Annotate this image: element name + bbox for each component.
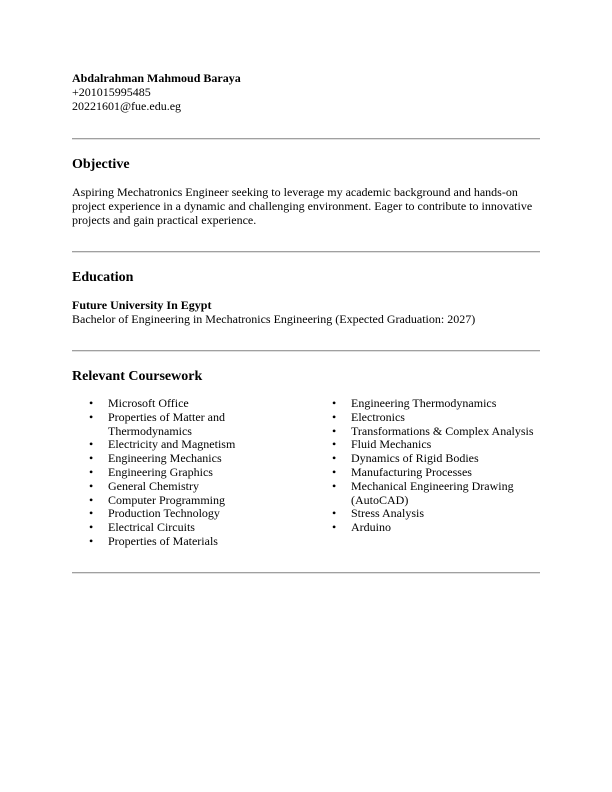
bullet-icon: • <box>89 533 94 548</box>
section-divider <box>72 138 540 140</box>
coursework-label: Electronics <box>351 409 405 424</box>
bullet-icon: • <box>332 506 337 521</box>
coursework-item <box>72 452 297 466</box>
coursework-label: Properties of Matter and Thermodynamics <box>108 409 225 438</box>
objective-heading: Objective <box>72 157 130 172</box>
section-divider <box>72 251 540 253</box>
coursework-item <box>315 452 540 466</box>
phone-number: +201015995485 <box>72 85 151 99</box>
coursework-item <box>72 411 297 439</box>
objective-section <box>72 157 540 227</box>
bullet-icon: • <box>332 520 337 535</box>
coursework-label: General Chemistry <box>108 478 199 493</box>
coursework-item <box>315 397 540 411</box>
bullet-icon: • <box>89 520 94 535</box>
bullet-icon: • <box>332 478 337 493</box>
coursework-item <box>72 438 297 452</box>
institution-name: Future University In Egypt <box>72 298 212 312</box>
degree-text: Bachelor of Engineering in Mechatronics Engineering (Expected Graduation: 2027) <box>72 312 476 326</box>
coursework-item <box>315 411 540 425</box>
coursework-label: Dynamics of Rigid Bodies <box>351 451 479 466</box>
coursework-right-column <box>315 397 540 549</box>
coursework-item <box>72 397 297 411</box>
coursework-label: Engineering Graphics <box>108 464 213 479</box>
bullet-icon: • <box>89 464 94 479</box>
coursework-label: Arduino <box>351 520 391 535</box>
education-section <box>72 270 540 326</box>
bullet-icon: • <box>89 492 94 507</box>
coursework-label: Fluid Mechanics <box>351 437 432 452</box>
coursework-item <box>72 535 297 549</box>
coursework-label: Microsoft Office <box>108 396 189 410</box>
bullet-icon: • <box>332 423 337 438</box>
coursework-item <box>72 521 297 535</box>
coursework-label: Production Technology <box>108 506 220 521</box>
coursework-item <box>315 507 540 521</box>
coursework-item <box>315 480 540 508</box>
coursework-section <box>72 369 540 549</box>
education-heading: Education <box>72 270 134 285</box>
coursework-label: Mechanical Engineering Drawing (AutoCAD) <box>351 478 514 507</box>
contact-block <box>72 71 540 113</box>
coursework-item <box>315 425 540 439</box>
coursework-label: Properties of Materials <box>108 533 218 548</box>
coursework-item <box>315 438 540 452</box>
coursework-item <box>72 480 297 494</box>
coursework-item <box>315 521 540 535</box>
coursework-label: Engineering Mechanics <box>108 451 222 466</box>
bullet-icon: • <box>89 409 94 424</box>
coursework-item <box>72 494 297 508</box>
coursework-label: Stress Analysis <box>351 506 425 521</box>
section-divider <box>72 572 540 574</box>
resume-page <box>72 71 540 574</box>
objective-text: Aspiring Mechatronics Engineer seeking to leverage my academic background and hands-on project experience in a dynamic and challenging environment. Eager to contribute to innovative projects and gain practical experience. <box>72 185 533 227</box>
email-address: 20221601@fue.edu.eg <box>72 99 182 113</box>
bullet-icon: • <box>332 409 337 424</box>
coursework-left-column <box>72 397 297 549</box>
coursework-item <box>315 466 540 480</box>
coursework-heading: Relevant Coursework <box>72 369 203 384</box>
coursework-label: Electricity and Magnetism <box>108 437 236 452</box>
coursework-label: Computer Programming <box>108 492 225 507</box>
section-divider <box>72 350 540 352</box>
coursework-item <box>72 507 297 521</box>
coursework-item <box>72 466 297 480</box>
coursework-label: Transformations & Complex Analysis <box>351 423 534 438</box>
candidate-name: Abdalrahman Mahmoud Baraya <box>72 71 241 85</box>
bullet-icon: • <box>332 451 337 466</box>
bullet-icon: • <box>332 437 337 452</box>
bullet-icon: • <box>89 478 94 493</box>
bullet-icon: • <box>89 506 94 521</box>
bullet-icon: • <box>332 464 337 479</box>
coursework-label: Manufacturing Processes <box>351 464 472 479</box>
bullet-icon: • <box>89 451 94 466</box>
coursework-label: Electrical Circuits <box>108 520 195 535</box>
coursework-label: Engineering Thermodynamics <box>351 396 497 410</box>
bullet-icon: • <box>89 396 94 410</box>
bullet-icon: • <box>332 396 337 410</box>
bullet-icon: • <box>89 437 94 452</box>
